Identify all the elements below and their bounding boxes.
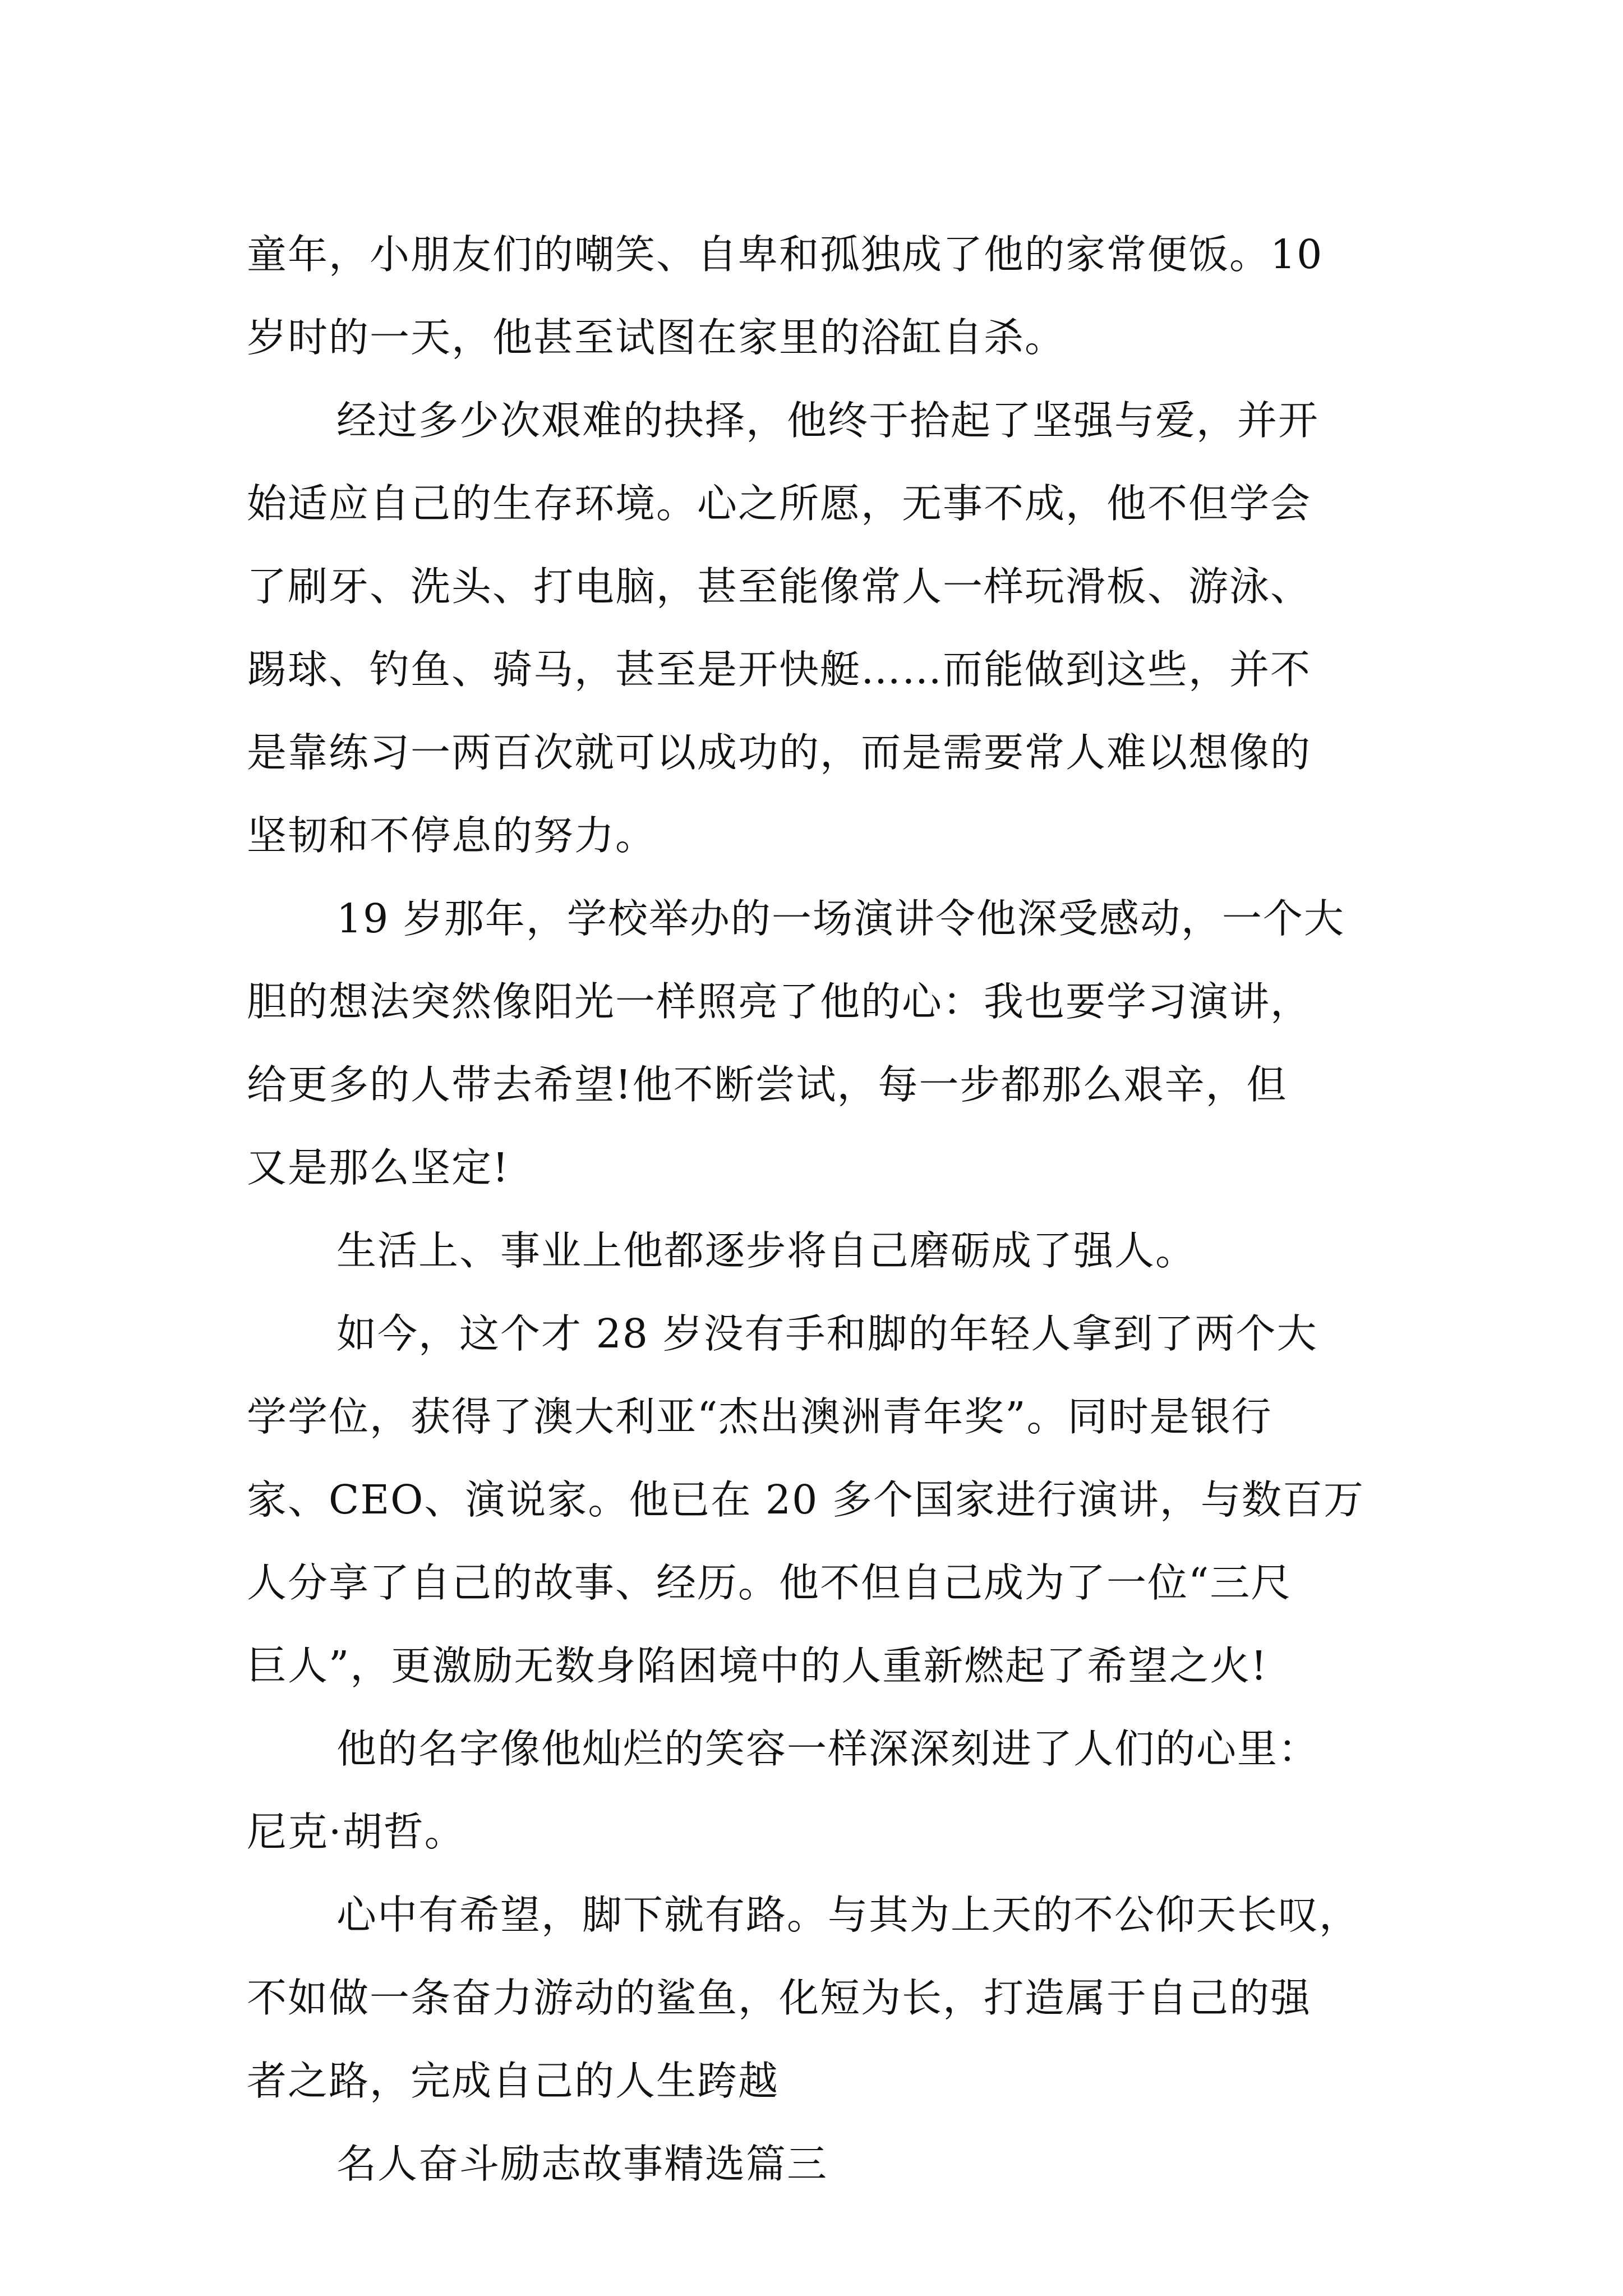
text-line: 不如做一条奋力游动的鲨鱼，化短为长，打造属于自己的强 <box>247 1975 1312 2021</box>
text-line: 岁时的一天，他甚至试图在家里的浴缸自杀。 <box>247 314 1066 361</box>
text-line: 家、CEO、演说家。他已在 20 多个国家进行演讲，与数百万 <box>247 1476 1364 1523</box>
text-line: 了刷牙、洗头、打电脑，甚至能像常人一样玩滑板、游泳、 <box>247 563 1312 610</box>
text-line: 学学位，获得了澳大利亚“杰出澳洲青年奖”。同时是银行 <box>247 1393 1272 1440</box>
section-heading: 名人奋斗励志故事精选篇三 <box>336 2141 828 2187</box>
text-line: 童年，小朋友们的嘲笑、自卑和孤独成了他的家常便饭。10 <box>247 231 1324 278</box>
text-line: 者之路，完成自己的人生跨越 <box>247 2058 780 2104</box>
text-line: 坚韧和不停息的努力。 <box>247 812 657 859</box>
text-line: 又是那么坚定! <box>247 1144 510 1191</box>
document-body <box>247 213 1385 2206</box>
text-line: 如今，这个才 28 岁没有手和脚的年轻人拿到了两个大 <box>336 1310 1318 1357</box>
text-line: 始适应自己的生存环境。心之所愿，无事不成，他不但学会 <box>247 480 1312 527</box>
text-line: 给更多的人带去希望!他不断尝试，每一步都那么艰辛，但 <box>247 1061 1288 1108</box>
text-line: 经过多少次艰难的抉择，他终于拾起了坚强与爱，并开 <box>336 397 1320 444</box>
text-line: 尼克·胡哲。 <box>247 1809 465 1855</box>
text-line: 巨人”，更激励无数身陷困境中的人重新燃起了希望之火! <box>247 1642 1268 1689</box>
text-line: 胆的想法突然像阳光一样照亮了他的心：我也要学习演讲， <box>247 978 1312 1025</box>
text-line: 是靠练习一两百次就可以成功的，而是需要常人难以想像的 <box>247 729 1312 776</box>
text-line: 生活上、事业上他都逐步将自己磨砺成了强人。 <box>336 1227 1197 1274</box>
document-page <box>247 213 1385 2206</box>
text-line: 踢球、钓鱼、骑马，甚至是开快艇……而能做到这些，并不 <box>247 646 1312 693</box>
text-line: 人分享了自己的故事、经历。他不但自己成为了一位“三尺 <box>247 1559 1292 1606</box>
text-line: 他的名字像他灿烂的笑容一样深深刻进了人们的心里： <box>336 1726 1320 1772</box>
text-line: 19 岁那年，学校举办的一场演讲令他深受感动，一个大 <box>336 895 1345 942</box>
text-line: 心中有希望，脚下就有路。与其为上天的不公仰天长叹， <box>336 1892 1361 1938</box>
